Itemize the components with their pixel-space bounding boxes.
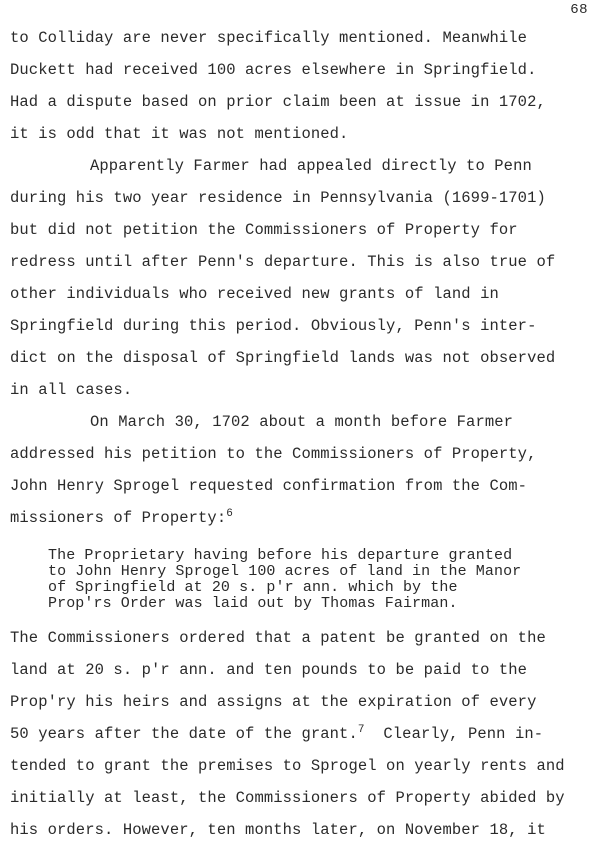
text-line: to Colliday are never specifically mentioned. Meanwhile [10, 29, 528, 47]
text-line: The Commissioners ordered that a patent be granted on the [10, 629, 546, 647]
text-line: Prop'ry his heirs and assigns at the expiration of every [10, 693, 537, 711]
block-quote [10, 548, 586, 612]
text-line: Duckett had received 100 acres elsewhere in Springfield. [10, 61, 537, 79]
text-line: On March 30, 1702 about a month before Farmer [90, 413, 514, 431]
text-line-content: 50 years after the date of the grant. [10, 725, 358, 743]
quote-line: to John Henry Sprogel 100 acres of land in the Manor [48, 563, 522, 580]
quote-line: The Proprietary having before his departure granted [48, 547, 513, 564]
text-line: dict on the disposal of Springfield lands was not observed [10, 349, 556, 367]
text-line [10, 502, 586, 534]
text-line: land at 20 s. p'r ann. and ten pounds to be paid to the [10, 661, 528, 679]
text-line: addressed his petition to the Commissioners of Property, [10, 445, 537, 463]
text-line: Had a dispute based on prior claim been at issue in 1702, [10, 93, 546, 111]
quote-line: of Springfield at 20 s. p'r ann. which by the [48, 579, 458, 596]
text-line: during his two year residence in Pennsylvania (1699-1701) [10, 189, 546, 207]
text-line: redress until after Penn's departure. This is also true of [10, 253, 556, 271]
text-line: it is odd that it was not mentioned. [10, 125, 349, 143]
text-line-content: missioners of Property: [10, 509, 227, 527]
text-line-content: Clearly, Penn in- [364, 725, 544, 743]
text-line: initially at least, the Commissioners of Property abided by [10, 789, 565, 807]
footnote-marker: 7 [357, 723, 365, 736]
text-line: in all cases. [10, 381, 133, 399]
text-line: Springfield during this period. Obviously, Penn's inter- [10, 317, 537, 335]
text-line: but did not petition the Commissioners of Property for [10, 221, 518, 239]
body-text [10, 22, 586, 846]
page-number: 68 [570, 2, 588, 18]
text-line: his orders. However, ten months later, on November 18, it [10, 821, 546, 839]
footnote-marker: 6 [226, 507, 233, 520]
text-line: other individuals who received new grants of land in [10, 285, 499, 303]
text-line: Apparently Farmer had appealed directly to Penn [90, 157, 532, 175]
quote-line: Prop'rs Order was laid out by Thomas Fairman. [48, 595, 458, 612]
text-line: John Henry Sprogel requested confirmation from the Com- [10, 477, 528, 495]
text-line: tended to grant the premises to Sprogel on yearly rents and [10, 757, 565, 775]
text-line [10, 718, 586, 750]
